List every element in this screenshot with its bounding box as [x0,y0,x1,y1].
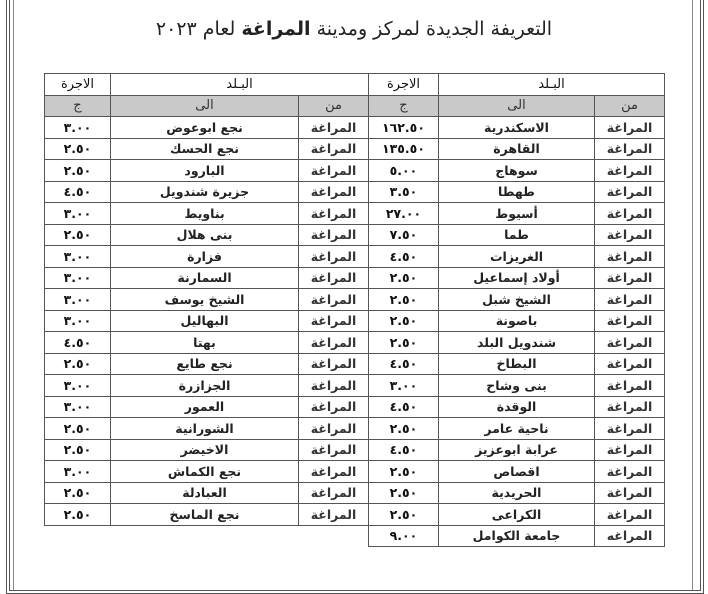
destination-cell: أولاد إسماعيل [439,267,595,289]
from-cell: المراغة [299,396,369,418]
from-cell: المراغة [595,310,665,332]
from-cell: المراغة [595,224,665,246]
destination-cell: الشيخ يوسف [111,289,299,311]
from-cell: المراغة [595,332,665,354]
from-cell: المراغة [595,396,665,418]
destination-cell: الحريدية [439,482,595,504]
from-cell: المراغة [299,289,369,311]
table-row [45,353,665,375]
fare-cell: ٢.٥٠ [369,482,439,504]
table-row [45,267,665,289]
fare-cell: ٤.٥٠ [369,439,439,461]
header-place-left: البـلد [111,74,369,96]
from-cell: المراغة [299,224,369,246]
destination-cell: بناويط [111,203,299,225]
from-cell: المراغة [299,332,369,354]
fare-cell: ٢.٥٠ [369,418,439,440]
destination-cell: جزيرة شندويل [111,181,299,203]
header-to-left: الى [111,95,299,117]
table-row [45,203,665,225]
from-cell: المراغة [595,375,665,397]
destination-cell: الغريزات [439,246,595,268]
header-currency-left: ج [45,95,111,117]
title-city: المراغة [241,18,311,40]
from-cell: المراغة [595,439,665,461]
from-cell: المراغة [595,504,665,526]
table-row [45,418,665,440]
from-cell: المراغة [299,353,369,375]
from-cell: المراغة [595,203,665,225]
destination-cell: القاهرة [439,138,595,160]
destination-cell: جامعة الكوامل [439,525,595,547]
destination-cell: العمور [111,396,299,418]
from-cell: المراغة [595,418,665,440]
from-cell: المراغة [595,461,665,483]
from-cell: المراغة [299,439,369,461]
destination-cell: شندويل البلد [439,332,595,354]
fare-cell: ٣.٠٠ [45,289,111,311]
table-row [45,375,665,397]
destination-cell: فزارة [111,246,299,268]
table-row [45,482,665,504]
fare-cell: ٢.٥٠ [45,482,111,504]
document-title [0,18,708,40]
from-cell: المراغة [299,267,369,289]
from-cell: المراغة [299,504,369,526]
fare-cell: ٥.٠٠ [369,160,439,182]
fare-cell: ٢.٥٠ [369,332,439,354]
fare-cell: ٤.٥٠ [45,181,111,203]
destination-cell: الكراعى [439,504,595,526]
fare-cell: ٢.٥٠ [45,353,111,375]
destination-cell: عرابة ابوعزيز [439,439,595,461]
fare-cell: ٢.٥٠ [45,439,111,461]
from-cell: المراغة [299,310,369,332]
fare-cell: ٢.٥٠ [369,461,439,483]
fare-cell: ٢.٥٠ [45,224,111,246]
fare-cell: ٣.٠٠ [45,310,111,332]
destination-cell: طما [439,224,595,246]
fare-cell: ٣.٠٠ [45,396,111,418]
fare-cell: ٣.٠٠ [45,375,111,397]
table-row [45,246,665,268]
destination-cell: أسيوط [439,203,595,225]
destination-cell: طهطا [439,181,595,203]
fare-cell: ٧.٥٠ [369,224,439,246]
fare-cell [45,525,111,547]
fare-cell: ٢.٥٠ [369,267,439,289]
fare-cell: ٤.٥٠ [369,396,439,418]
destination-cell: باصونة [439,310,595,332]
from-cell: المراغة [299,181,369,203]
destination-cell: اقصاص [439,461,595,483]
fare-cell: ٣.٠٠ [45,203,111,225]
from-cell: المراغة [595,246,665,268]
destination-cell: ناحية عامر [439,418,595,440]
table-row [45,461,665,483]
fare-cell: ٢.٥٠ [369,310,439,332]
destination-cell: الاخيضر [111,439,299,461]
from-cell: المراغة [595,117,665,139]
table-row [45,117,665,139]
fare-cell: ٣.٥٠ [369,181,439,203]
destination-cell: البهاليل [111,310,299,332]
table-row [45,332,665,354]
destination-cell: سوهاج [439,160,595,182]
table-row [45,181,665,203]
fare-cell: ٤.٥٠ [45,332,111,354]
from-cell: المراغة [595,138,665,160]
from-cell: المراغة [299,375,369,397]
destination-cell: الجزازرة [111,375,299,397]
header-fare-right: الاجرة [369,74,439,96]
fare-cell: ٢٧.٠٠ [369,203,439,225]
table-row [45,160,665,182]
table-row [45,396,665,418]
destination-cell: نجع الكماش [111,461,299,483]
table-row [45,504,665,526]
from-cell: المراغة [595,353,665,375]
fare-table [44,73,665,547]
from-cell: المراغة [299,461,369,483]
table-row [45,439,665,461]
from-cell: المراغة [595,482,665,504]
destination-cell: الاسكندرية [439,117,595,139]
header-currency-right: ج [369,95,439,117]
destination-cell: نجع الحسك [111,138,299,160]
header-from-right: من [595,95,665,117]
destination-cell: العبادلة [111,482,299,504]
from-cell: المراغة [299,246,369,268]
table-row [45,138,665,160]
from-cell: المراغة [299,160,369,182]
destination-cell: الشورانية [111,418,299,440]
from-cell: المراغة [595,267,665,289]
table-row [45,310,665,332]
header-place-right: البـلد [439,74,665,96]
fare-cell: ١٣٥.٥٠ [369,138,439,160]
from-cell: المراغة [299,117,369,139]
destination-cell: نجع ابوعوض [111,117,299,139]
from-cell: المراغة [299,418,369,440]
destination-cell: نجع الماسخ [111,504,299,526]
fare-cell: ١٦٢.٥٠ [369,117,439,139]
fare-cell: ٢.٥٠ [45,418,111,440]
destination-cell: البطاخ [439,353,595,375]
from-cell: المراغه [595,525,665,547]
header-fare-left: الاجرة [45,74,111,96]
header-to-right: الى [439,95,595,117]
destination-cell: الشيخ شبل [439,289,595,311]
fare-cell: ٤.٥٠ [369,353,439,375]
from-cell: المراغة [595,160,665,182]
fare-cell: ٣.٠٠ [45,117,111,139]
from-cell: المراغة [595,181,665,203]
fare-cell: ٣.٠٠ [45,267,111,289]
fare-cell: ٢.٥٠ [369,504,439,526]
from-cell: المراغة [299,482,369,504]
title-year: لعام ٢٠٢٣ [155,18,242,40]
fare-cell: ٢.٥٠ [45,138,111,160]
table-row [45,224,665,246]
fare-cell: ٣.٠٠ [45,461,111,483]
fare-cell: ٤.٥٠ [369,246,439,268]
fare-cell: ٣.٠٠ [369,375,439,397]
title-text: التعريفة الجديدة لمركز ومدينة [310,18,553,40]
fare-cell: ٢.٥٠ [45,504,111,526]
destination-cell: بهتا [111,332,299,354]
fare-cell: ٩.٠٠ [369,525,439,547]
fare-cell: ٢.٥٠ [45,160,111,182]
table-row [45,525,665,547]
header-from-left: من [299,95,369,117]
fare-cell: ٢.٥٠ [369,289,439,311]
destination-cell: بنى هلال [111,224,299,246]
from-cell: المراغة [595,289,665,311]
destination-cell: بنى وشاح [439,375,595,397]
destination-cell: السمارنة [111,267,299,289]
destination-cell: الوقدة [439,396,595,418]
fare-cell: ٣.٠٠ [45,246,111,268]
from-cell: المراغة [299,203,369,225]
destination-cell: نجع طايع [111,353,299,375]
from-cell [299,525,369,547]
table-row [45,289,665,311]
destination-cell: البارود [111,160,299,182]
from-cell: المراغة [299,138,369,160]
destination-cell [111,525,299,547]
